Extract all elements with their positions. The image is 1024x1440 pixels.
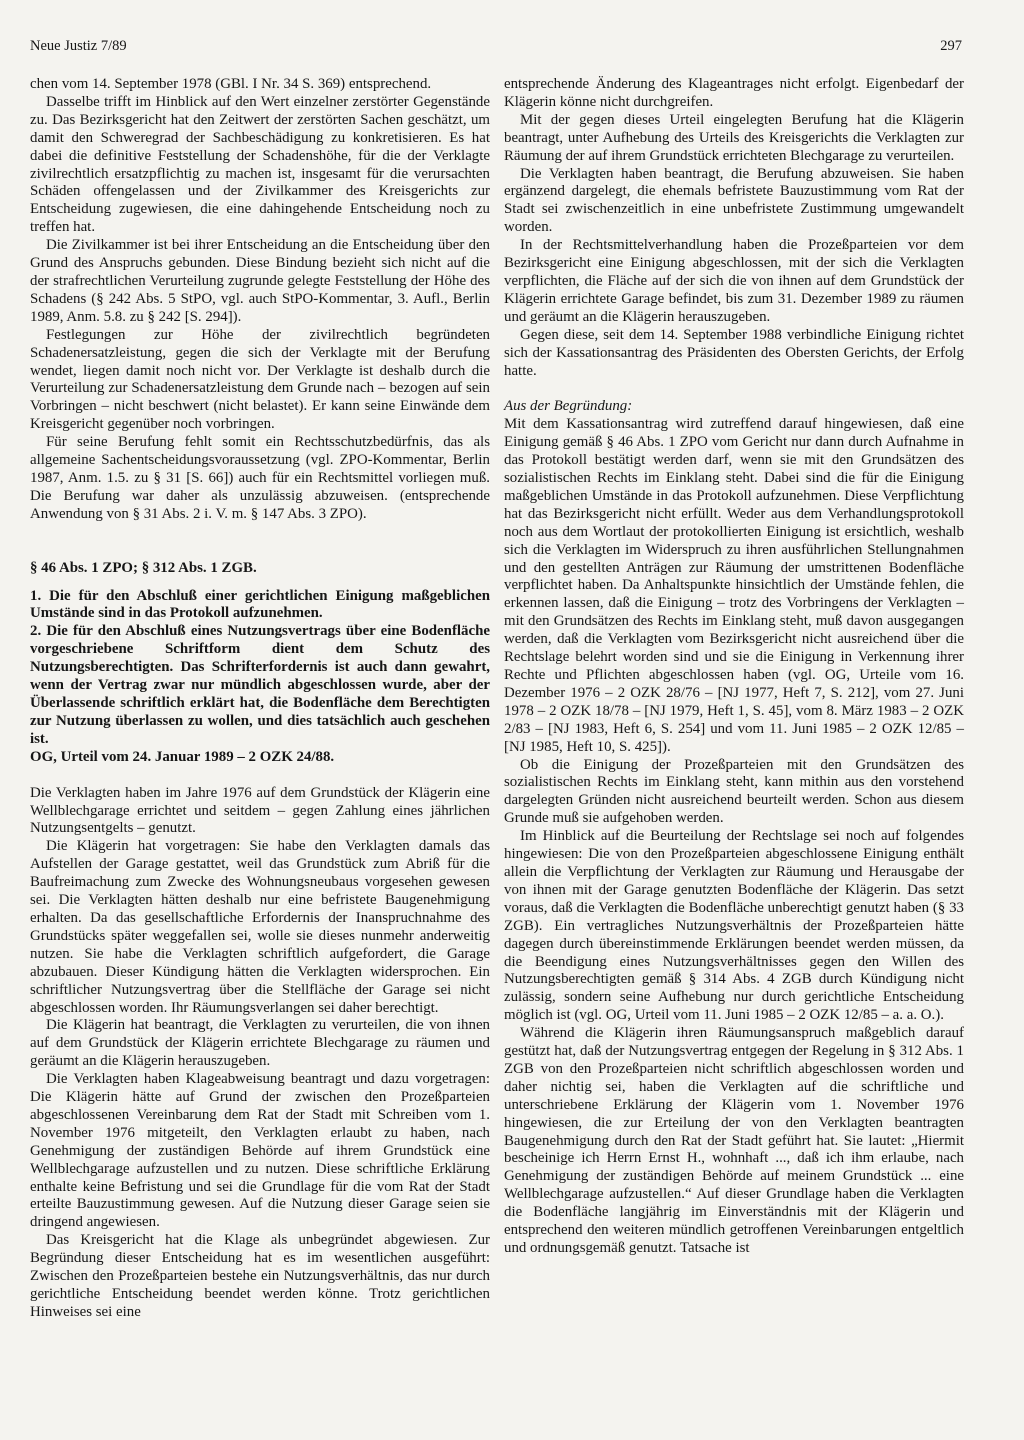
paragraph: In der Rechtsmittelverhandlung haben die Prozeßparteien vor dem Bezirksgericht eine Einigung abgeschlossen, mit der sich die Verklagten verpflichten, die Fläche auf der sich die von ihnen auf dem Grundstück der Klägerin errichtete Garage befindet, bis zum 31. Dezember 1989 zu räumen und geräumt an die Klägerin herauszugeben. <box>504 237 964 325</box>
page-number: 297 <box>940 38 962 54</box>
paragraph: Die Verklagten haben Klageabweisung beantragt und dazu vorgetragen: Die Klägerin hätte auf Grund der zwischen den Prozeßparteien abgeschlossenen Vereinbarung dem Rat der Stadt mit Schreiben vom 1. November 1976 mitgeteilt, den Verklagten erlaubt zu haben, nach Genehmigung der zuständigen Behörde auf ihrem Grundstück eine Wellblechgarage aufzustellen und zu nutzen. Diese schriftliche Erklärung enthalte keine Befristung und sei die Grundlage für die vom Rat der Stadt erteilte Bauzustimmung gewesen. Auf die Nutzung dieser Garage seien sie dringend angewiesen. <box>30 1071 490 1231</box>
paragraph: Im Hinblick auf die Beurteilung der Rechtslage sei noch auf folgendes hingewiesen: Die von den Prozeßparteien abgeschlossene Einigung enthält allein die Verpflichtung der Verklagten zur Räumung und Herausgabe der von ihnen mit der Garage genutzten Bodenfläche der Klägerin. Das setzt voraus, daß die Verklagten die Bodenfläche unberechtigt genutzt haben (§ 33 ZGB). Ein vertragliches Nutzungsverhältnis der Prozeßparteien hätte dagegen durch übereinstimmende Erklärungen beendet werden müssen, da die Beendigung eines Nutzungsverhältnisses gegen den Willen des Nutzungsberechtigten gemäß § 314 Abs. 4 ZGB durch Kündigung nicht zulässig, sondern seine Aufhebung nur durch gerichtliche Entscheidung möglich ist (vgl. OG, Urteil vom 11. Juni 1985 – 2 OZK 12/85 – a. a. O.). <box>504 828 964 1024</box>
paragraph: Die Zivilkammer ist bei ihrer Entscheidung an die Entscheidung über den Grund des Anspruchs gebunden. Diese Bindung bezieht sich nicht auf die der strafrechtlichen Verurteilung zugrunde gelegte Feststellung der Höhe des Schadens (§ 242 Abs. 5 StPO, vgl. auch StPO-Kommentar, 3. Aufl., Berlin 1989, Anm. 5.8. zu § 242 [S. 294]). <box>30 237 490 325</box>
spacer <box>30 578 490 588</box>
journal-title: Neue Justiz 7/89 <box>30 38 127 54</box>
paragraph: Die Verklagten haben beantragt, die Berufung abzuweisen. Sie haben ergänzend dargelegt, die ehemals befristete Bauzustimmung vom Rat der Stadt sei zwischenzeitlich in eine unbefristete Zustimmung umgewandelt worden. <box>504 165 964 236</box>
leitsatz-2: 2. Die für den Abschluß eines Nutzungsvertrags über eine Bodenfläche vorgeschriebene Schriftform dient dem Schutz des Nutzungsberechtigten. Das Schrifterfordernis ist auch dann gewahrt, wenn der Vertrag zwar nur mündlich abgeschlossen wurde, aber der Überlassende schriftlich erklärt hat, die Bodenfläche dem Berechtigten zur Nutzung überlassen zu wollen, und dies tatsächlich auch geschehen ist. <box>30 623 490 747</box>
left-column <box>30 76 490 1322</box>
paragraph: Ob die Einigung der Prozeßparteien mit den Grundsätzen des sozialistischen Rechts im Einklang steht, kann mithin aus den vorstehend dargelegten Gründen nicht ausreichend beurteilt werden. Schon aus diesem Grunde muß sie aufgehoben werden. <box>504 756 964 827</box>
spacer <box>30 542 490 560</box>
law-heading: § 46 Abs. 1 ZPO; § 312 Abs. 1 ZGB. <box>30 559 257 576</box>
spacer <box>30 524 490 542</box>
case-citation: OG, Urteil vom 24. Januar 1989 – 2 OZK 24/88. <box>30 748 335 765</box>
paragraph: entsprechende Änderung des Klageantrages nicht erfolgt. Eigenbedarf der Klägerin könne nicht durchgreifen. <box>504 76 964 110</box>
paragraph: Während die Klägerin ihren Räumungsanspruch maßgeblich darauf gestützt hat, daß der Nutzungsvertrag entgegen der Regelung in § 312 Abs. 1 ZGB von den Prozeßparteien nicht schriftlich abgeschlossen worden und daher nichtig sei, haben die Verklagten auf die schriftliche und unterschriebene Erklärung der Klägerin vom 1. November 1976 hingewiesen, die zur Erteilung der von den Verklagten beantragten Baugenehmigung durch den Rat der Stadt geführt hat. Sie lautet: „Hiermit bescheinige ich Herrn Ernst H., wohnhaft ..., daß ich ihm erlaube, nach Genehmigung der zuständigen Behörde auf meinem Grundstück ... eine Wellblechgarage aufzustellen.“ Auf dieser Grundlage haben die Verklagten die Bodenfläche langjährig im Einverständnis mit der Klägerin und entsprechend den weiteren mündlich getroffenen Vereinbarungen entgeltlich und ordnungsgemäß genutzt. Tatsache ist <box>504 1025 964 1256</box>
paragraph: Die Klägerin hat beantragt, die Verklagten zu verurteilen, die von ihnen auf dem Grundstück der Klägerin errichtete Blechgarage zu räumen und geräumt an die Klägerin herauszugeben. <box>30 1017 490 1070</box>
paragraph: Das Kreisgericht hat die Klage als unbegründet abgewiesen. Zur Begründung dieser Entscheidung hat es im wesentlichen ausgeführt: Zwischen den Prozeßparteien bestehe ein Nutzungsverhältnis, das nur durch gerichtliche Entscheidung beendet werden könne. Trotz gerichtlichen Hinweises sei eine <box>30 1232 490 1320</box>
page-header <box>30 38 962 62</box>
paragraph: Mit dem Kassationsantrag wird zutreffend darauf hingewiesen, daß eine Einigung gemäß § 46 Abs. 1 ZPO vom Gericht nur dann durch Aufnahme in das Protokoll bestätigt werden darf, wenn sie mit den Grundsätzen des sozialistischen Rechts im Einklang steht. Dabei sind die für die Einigung maßgeblichen Umstände in das Protokoll aufzunehmen. Diese Verpflichtung hat das Bezirksgericht nicht erfüllt. Weder aus dem Verhandlungsprotokoll noch aus dem Wortlaut der protokollierten Einigung ist ersichtlich, weshalb sich die Verklagten im Widerspruch zu ihren ausführlichen Stellungnahmen und den gestellten Anträgen zur Räumung der umstrittenen Bodenfläche verpflichtet haben. Da Anhaltspunkte hinsichtlich der Umstände fehlen, die erkennen lassen, daß die Einigung – trotz des Vorbringens der Verklagten – mit den Grundsätzen des Rechts im Einklang steht, muß davon ausgegangen werden, daß die Verklagten vom Bezirksgericht nicht ausreichend über die Rechtslage belehrt worden sind und sie die Einigung in Verkennung ihrer Rechte und Pflichten abgeschlossen haben (vgl. OG, Urteile vom 16. Dezember 1976 – 2 OZK 28/76 – [NJ 1977, Heft 7, S. 212], vom 27. Juni 1978 – 2 OZK 18/78 – [NJ 1979, Heft 1, S. 45], vom 8. März 1983 – 2 OZK 2/83 – [NJ 1983, Heft 6, S. 254] und vom 11. Juni 1985 – 2 OZK 12/85 – [NJ 1985, Heft 10, S. 425]). <box>504 416 964 755</box>
paragraph: Dasselbe trifft im Hinblick auf den Wert einzelner zerstörter Gegenstände zu. Das Bezirksgericht hat den Zeitwert der zerstörten Sachen geschätzt, um damit den Schweregrad der Sachbeschädigung zu konkretisieren. Es hat dabei die definitive Feststellung der Schadenshöhe, für die der Verklagte zivilrechtlich ersatzpflichtig zu machen ist, insgesamt für die verursachten Schäden offengelassen und der Zivilkammer des Kreisgerichts zur Entscheidung zugewiesen, die eine dahingehende Entscheidung noch zu treffen hat. <box>30 93 490 236</box>
spacer <box>30 767 490 785</box>
paragraph: Mit der gegen dieses Urteil eingelegten Berufung hat die Klägerin beantragt, unter Aufhebung des Urteils des Kreisgerichts die Verklagten zur Räumung der auf ihrem Grundstück errichteten Blechgarage zu verurteilen. <box>504 111 964 164</box>
paragraph: Gegen diese, seit dem 14. September 1988 verbindliche Einigung richtet sich der Kassationsantrag des Präsidenten des Obersten Gerichts, der Erfolg hatte. <box>504 326 964 379</box>
spacer <box>504 380 964 398</box>
leitsatz-1: 1. Die für den Abschluß einer gerichtlichen Einigung maßgeblichen Umstände sind in das Protokoll aufzunehmen. <box>30 587 490 622</box>
paragraph: Festlegungen zur Höhe der zivilrechtlich begründeten Schadenersatzleistung, gegen die sich der Verklagte mit der Berufung wendet, liegen damit noch nicht vor. Der Verklagte ist deshalb durch die Verurteilung zur Schadenersatzleistung dem Grunde nach – bezogen auf sein Vorbringen – nicht beschwert (nicht belastet). Er kann seine Einwände dem Kreisgericht gegenüber noch vorbringen. <box>30 326 490 433</box>
paragraph: chen vom 14. September 1978 (GBl. I Nr. 34 S. 369) entsprechend. <box>30 76 432 92</box>
paragraph: Die Verklagten haben im Jahre 1976 auf dem Grundstück der Klägerin eine Wellblechgarage errichtet und seitdem – gegen Zahlung eines jährlichen Nutzungsentgelts – genutzt. <box>30 784 490 837</box>
paragraph: Für seine Berufung fehlt somit ein Rechtsschutzbedürfnis, das als allgemeine Sachentscheidungsvoraussetzung (vgl. ZPO-Kommentar, Berlin 1987, Anm. 1.5. zu § 31 [S. 66]) auch für ein Rechtsmittel vorliegen muß. Die Berufung war daher als unzulässig abzuweisen. (entsprechende Anwendung von § 31 Abs. 2 i. V. m. § 147 Abs. 3 ZPO). <box>30 434 490 522</box>
paragraph: Die Klägerin hat vorgetragen: Sie habe den Verklagten damals das Aufstellen der Garage gestattet, weil das Grundstück zum Abriß für die Baufreimachung zum Zwecke des Wohnungsneubaus vorgesehen gewesen sei. Die Verklagten hätten deshalb nur eine befristete Baugenehmigung erhalten. Da das gesellschaftliche Erfordernis der Inanspruchnahme des Grundstücks später weggefallen sei, wolle sie dieses nunmehr anderweitig nutzen. Sie habe die Verklagten schriftlich aufgefordert, die Garage abzubauen. Dieser Kündigung hätten die Verklagten widersprochen. Ein schriftlicher Nutzungsvertrag über die Stellfläche der Garage sei nicht abgeschlossen worden. Ihr Räumungsverlangen sei daher berechtigt. <box>30 838 490 1016</box>
section-subheading: Aus der Begründung: <box>504 398 633 415</box>
right-column <box>504 76 964 1258</box>
